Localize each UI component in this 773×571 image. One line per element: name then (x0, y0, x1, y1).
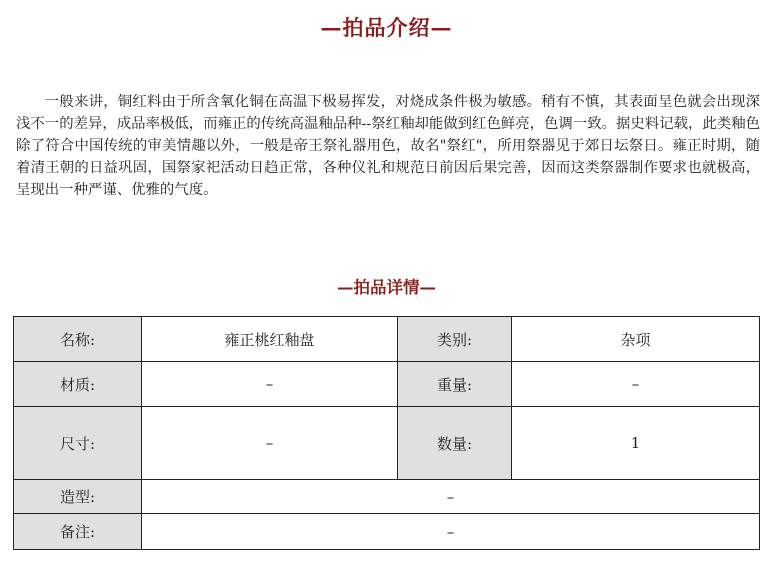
table-row (14, 317, 760, 362)
weight-value: – (512, 362, 760, 407)
name-value: 雍正桃红釉盘 (142, 317, 398, 362)
shape-value: – (142, 480, 760, 514)
notes-label: 备注: (14, 514, 142, 550)
table-row (14, 407, 760, 480)
name-label: 名称: (14, 317, 142, 362)
weight-label: 重量: (398, 362, 512, 407)
size-value: – (142, 407, 398, 480)
table-row (14, 480, 760, 514)
quantity-label: 数量: (398, 407, 512, 480)
intro-paragraph: 一般来讲，铜红料由于所含氧化铜在高温下极易挥发，对烧成条件极为敏感。稍有不慎，其表面呈色就会出现深浅不一的差异，成品率极低，而雍正的传统高温釉品种--祭红釉却能做到红色鲜亮，色调一致。据史料记载，此类釉色除了符合中国传统的审美情趣以外，一般是帝王祭礼器用色，故名"祭红"，所用祭器见于郊日坛祭日。雍正时期，随着清王朝的日益巩固，国祭家祀活动日趋正常，各种仪礼和规范日前因后果完善，因而这类祭器制作要求也就极高，呈现出一种严谨、优雅的气度。 (16, 94, 760, 198)
material-label: 材质: (14, 362, 142, 407)
category-value: 杂项 (512, 317, 760, 362)
intro-title: —拍品介绍— (320, 15, 453, 40)
table-row (14, 362, 760, 407)
table-row (14, 514, 760, 550)
shape-label: 造型: (14, 480, 142, 514)
details-title: —拍品详情— (337, 278, 436, 297)
notes-value: – (142, 514, 760, 550)
category-label: 类别: (398, 317, 512, 362)
size-label: 尺寸: (14, 407, 142, 480)
quantity-value: 1 (512, 407, 760, 480)
material-value: – (142, 362, 398, 407)
details-table (13, 316, 760, 550)
